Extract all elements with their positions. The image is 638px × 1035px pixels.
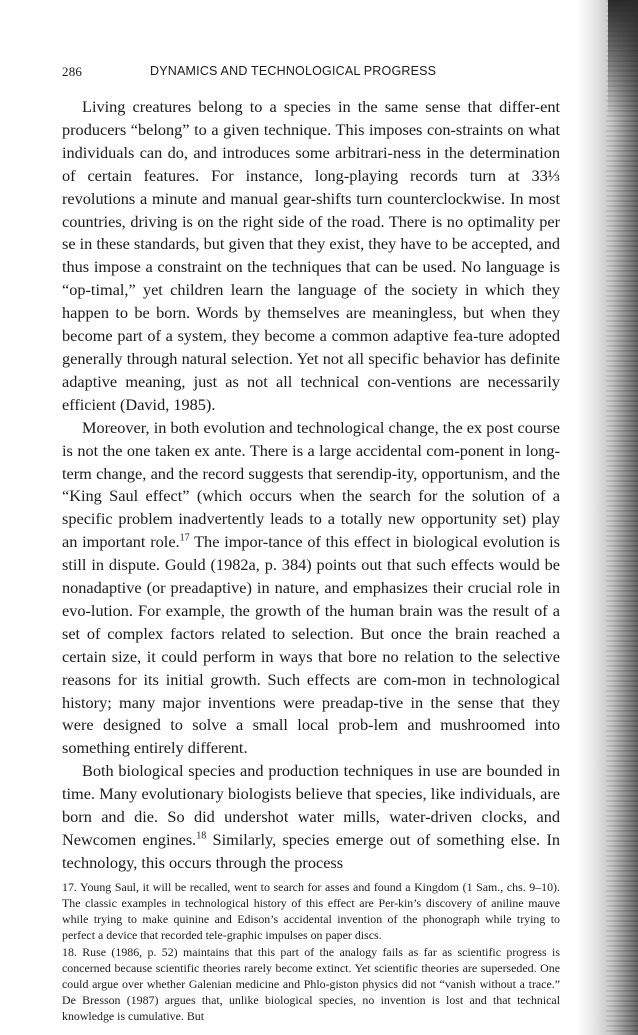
running-header <box>62 64 560 84</box>
footnote-17-text: Young Saul, it will be recalled, went to search for asses and found a Kingdom (1 Sam., chs. 9–10). The classic examples in technological history of this effect are Per-kin’s discovery of aniline mauve while trying to make quinine and Edison’s accidental invention of the phonograph while trying to perfect a device that recorded tele-graphic impulses on paper discs. <box>62 879 560 943</box>
footnote-17 <box>62 879 560 944</box>
paragraph-3-text-a: Both biological species and production techniques in use are bounded in time. Many evolutionary biologists believe that species, like individuals, are born and die. So did undershot water mills, water-driven clocks, and Newcomen engines. <box>62 761 560 849</box>
footnote-ref-18: 18 <box>196 830 207 842</box>
scan-shadow-corner <box>608 0 638 120</box>
running-title: DYNAMICS AND TECHNOLOGICAL PROGRESS <box>150 64 437 78</box>
paragraph-2-text-a: Moreover, in both evolution and technological change, the ex post course is not the one taken ex ante. There is a large accidental com-ponent in long-term change, and the record suggests that serendip-ity, opportunism, and the “King Saul effect” (which occurs when the search for the solution of a specific problem inadvertently leads to a totally new opportunity set) play an important role. <box>62 417 560 552</box>
paragraph-3 <box>62 760 560 875</box>
footnote-17-number: 17. <box>62 879 77 894</box>
paragraph-1 <box>62 94 560 417</box>
page-number: 286 <box>62 64 83 79</box>
footnote-18-number: 18. <box>62 944 77 959</box>
footnote-ref-17: 17 <box>179 532 190 544</box>
paragraph-1-text: Living creatures belong to a species in the same sense that differ-ent producers “belong” to a given technique. This imposes con-straints on what individuals can do, and introduces some arbitrari-ness in the determination of certain features. For instance, long-playing records turn at 33⅓ revolutions a minute and manual gear-shifts turn counterclockwise. In most countries, driving is on the right side of the road. There is no optimality per se in these standards, but given that they exist, they have to be accepted, and thus impose a constraint on the techniques that can be used. No language is “op-timal,” yet children learn the language of the society in which they happen to be born. Words by themselves are meaningless, but when they become part of a system, they become a common adaptive fea-ture adopted generally through natural selection. Yet not all specific behavior has definite adaptive meaning, just as not all technical con-ventions are necessarily efficient (David, 1985). <box>62 97 560 414</box>
book-page <box>62 64 560 1025</box>
footnote-18 <box>62 944 560 1025</box>
paragraph-3-text-b: Similarly, species emerge out of something else. In technology, this occurs through the process <box>62 830 561 872</box>
scan-page-edge <box>576 0 638 1035</box>
footnote-18-text: Ruse (1986, p. 52) maintains that this part of the analogy fails as far as scientific progress is concerned because scientific theories rarely become extinct. Yet scientific theories are superseded. One could argue over whether Galenian medicine and Phlo-giston physics did not “vanish without a trace.” De Bresson (1987) argues that, unlike biological species, no invention is lost and that technical knowledge is cumulative. But <box>62 944 560 1024</box>
paragraph-2-text-b: The impor-tance of this effect in biological evolution is still in dispute. Gould (1982a, p. 384) points out that such effects would be nonadaptive (or preadaptive) in nature, and emphasizes their crucial role in evo-lution. For example, the growth of the human brain was the result of a set of complex factors related to selection. But once the brain reached a certain size, it could perform in ways that bore no relation to the selective reasons for its initial growth. Such effects are com-mon in technological history; many major inventions were preadap-tive in the sense that they were designed to solve a small local prob-lem and mushroomed into something entirely different. <box>62 532 560 758</box>
main-text <box>62 94 560 875</box>
paragraph-2 <box>62 417 560 761</box>
footnotes <box>62 879 560 1025</box>
